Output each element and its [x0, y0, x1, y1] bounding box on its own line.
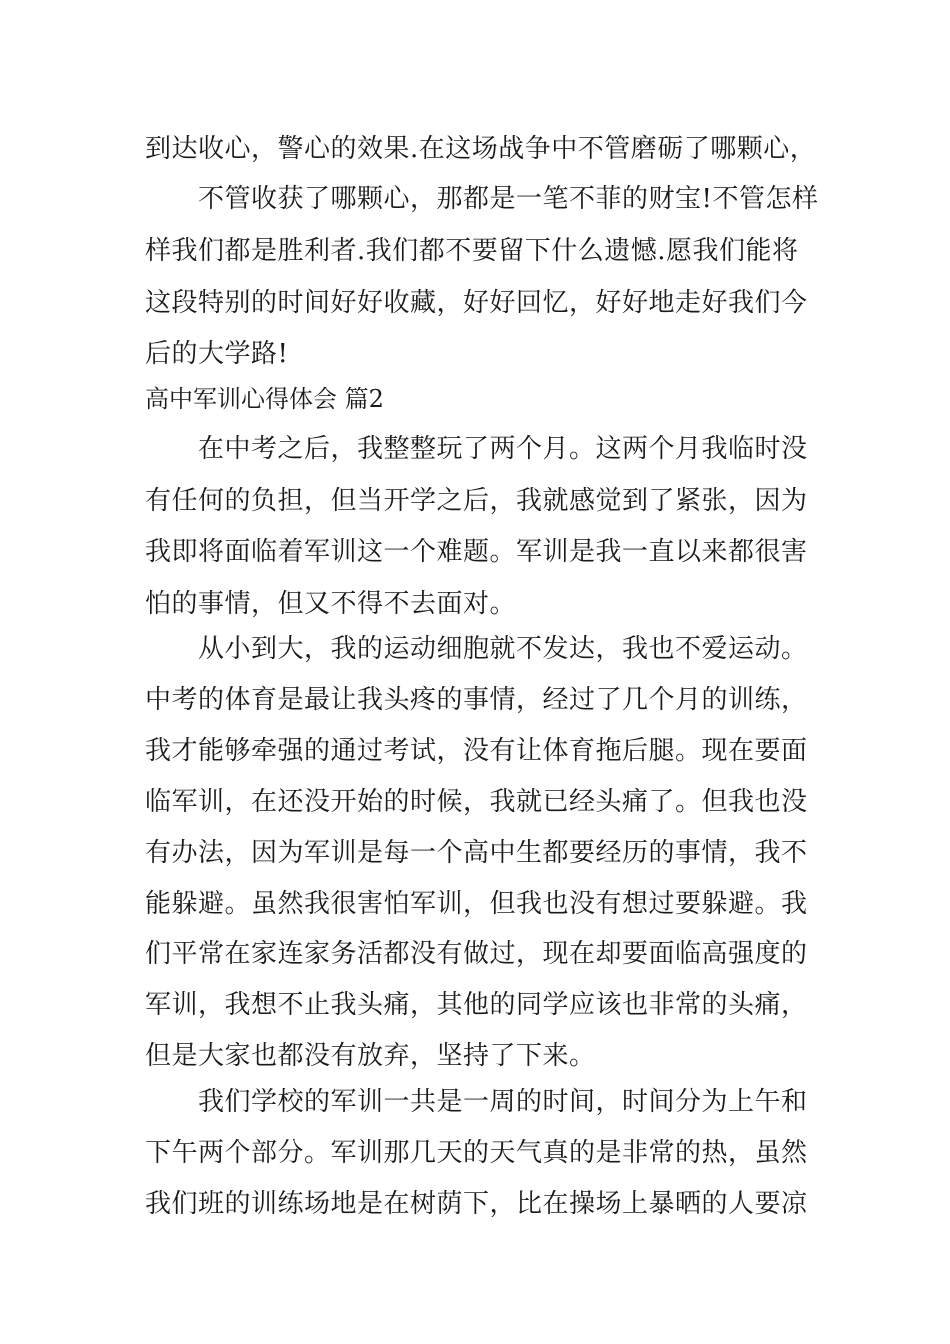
text-line-12: 我才能够牵强的通过考试，没有让体育拖后腿。现在要面 — [145, 736, 808, 766]
text-line-16: 们平常在家连家务活都没有做过，现在却要面临高强度的 — [145, 939, 808, 969]
text-line-15: 能躲避。虽然我很害怕军训，但我也没有想过要躲避。我 — [145, 889, 808, 919]
text-line-10: 从小到大，我的运动细胞就不发达，我也不爱运动。 — [198, 634, 808, 664]
text-line-9: 怕的事情，但又不得不去面对。 — [145, 589, 517, 619]
text-line-5: 后的大学路! — [145, 339, 289, 369]
text-line-14: 有办法，因为军训是每一个高中生都要经历的事情，我不 — [145, 838, 808, 868]
text-line-4: 这段特别的时间好好收藏，好好回忆，好好地走好我们今 — [145, 288, 808, 318]
text-line-13: 临军训，在还没开始的时候，我就已经头痛了。但我也没 — [145, 787, 808, 817]
text-line-19: 我们学校的军训一共是一周的时间，时间分为上午和 — [198, 1087, 808, 1117]
text-line-2: 不管收获了哪颗心，那都是一笔不菲的财宝!不管怎样 — [198, 184, 819, 214]
text-line-1: 到达收心，警心的效果.在这场战争中不管磨砺了哪颗心， — [145, 134, 817, 164]
section-heading: 高中军训心得体会 篇2 — [145, 385, 384, 413]
text-line-20: 下午两个部分。军训那几天的天气真的是非常的热，虽然 — [145, 1138, 808, 1168]
text-line-6: 在中考之后，我整整玩了两个月。这两个月我临时没 — [198, 434, 808, 464]
text-line-8: 我即将面临着军训这一个难题。军训是我一直以来都很害 — [145, 537, 808, 567]
text-line-18: 但是大家也都没有放弃，坚持了下来。 — [145, 1041, 596, 1071]
text-line-3: 样我们都是胜利者.我们都不要留下什么遗憾.愿我们能将 — [145, 236, 799, 266]
text-line-21: 我们班的训练场地是在树荫下，比在操场上暴晒的人要凉 — [145, 1189, 808, 1219]
text-line-7: 有任何的负担，但当开学之后，我就感觉到了紧张，因为 — [145, 486, 808, 516]
text-line-17: 军训，我想不止我头痛，其他的同学应该也非常的头痛， — [145, 990, 808, 1020]
text-line-11: 中考的体育是最让我头疼的事情，经过了几个月的训练， — [145, 685, 808, 715]
